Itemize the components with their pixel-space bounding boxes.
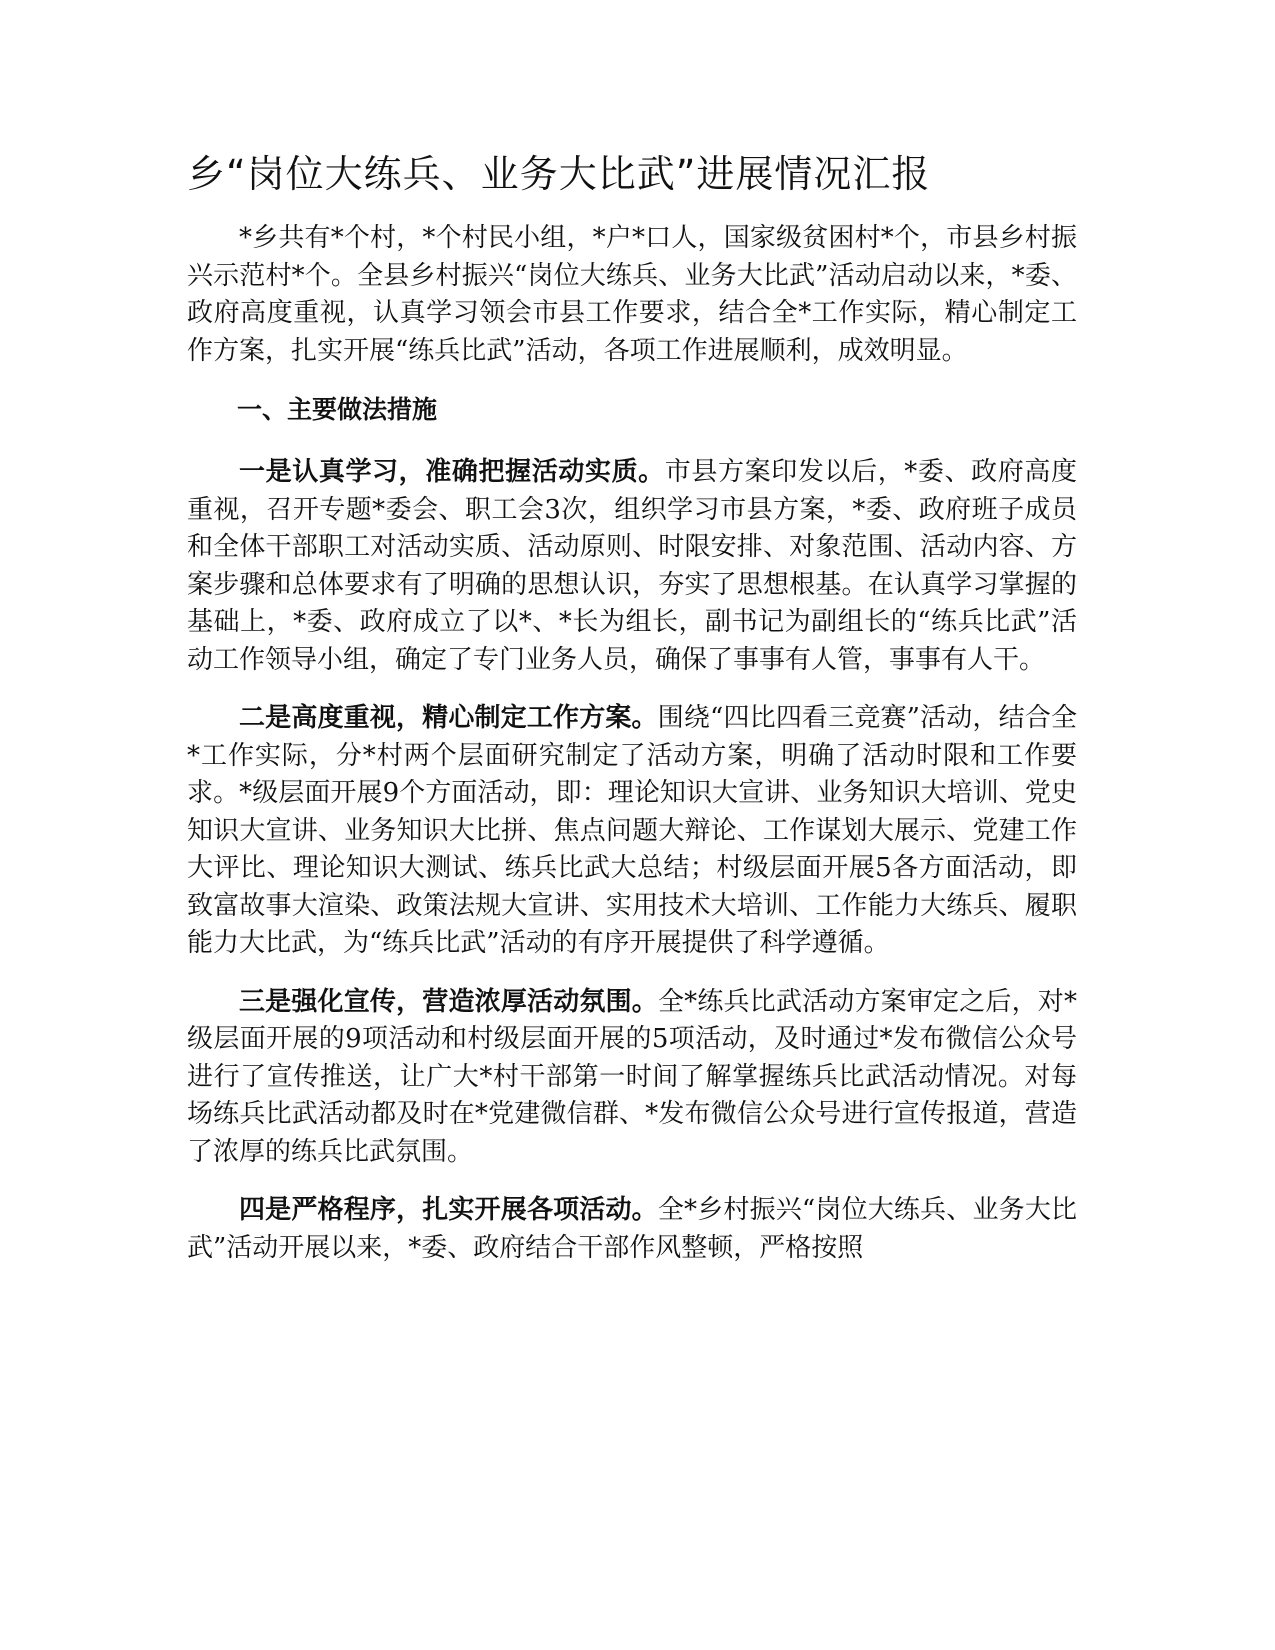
measure-lead-3: 三是强化宣传，营造浓厚活动氛围。 (239, 986, 658, 1017)
measure-body-2: 围绕“四比四看三竞赛”活动，结合全*工作实际，分*村两个层面研究制定了活动方案，明确了活动时限和工作要求。*级层面开展9个方面活动，即：理论知识大宣讲、业务知识大培训、党史知识大宣讲、业务知识大比拼、焦点问题大辩论、工作谋划大展示、党建工作大评比、理论知识大测试、练兵比武大总结；村级层面开展5各方面活动，即致富故事大渲染、政策法规大宣讲、实用技术大培训、工作能力大练兵、履职能力大比武，为“练兵比武”活动的有序开展提供了科学遵循。 (187, 703, 1077, 958)
measure-lead-2: 二是高度重视，精心制定工作方案。 (239, 703, 658, 733)
measure-body-4: 全*乡村振兴“岗位大练兵、业务大比武”活动开展以来，*委、政府结合干部作风整顿，严格按照 (187, 1195, 1077, 1263)
measure-body-1: 市县方案印发以后，*委、政府高度重视，召开专题*委会、职工会3次，组织学习市县方案，*委、政府班子成员和全体干部职工对活动实质、活动原则、时限安排、对象范围、活动内容、方案步骤和总体要求有了明确的思想认识，夯实了思想根基。在认真学习掌握的基础上，*委、政府成立了以*、*长为组长，副书记为副组长的“练兵比武”活动工作领导小组，确定了专门业务人员，确保了事事有人管，事事有人干。 (187, 457, 1077, 675)
intro-paragraph: *乡共有*个村，*个村民小组，*户*口人，国家级贫困村*个，市县乡村振兴示范村*个。全县乡村振兴“岗位大练兵、业务大比武”活动启动以来，*委、政府高度重视，认真学习领会市县工作要求，结合全*工作实际，精心制定工作方案，扎实开展“练兵比武”活动，各项工作进展顺利，成效明显。 (187, 223, 1077, 366)
measure-paragraph-3 (187, 984, 1077, 1172)
section-heading-main-measures: 一、主要做法措施 (237, 395, 438, 424)
measure-lead-1: 一是认真学习，准确把握活动实质。 (239, 457, 665, 487)
measure-lead-4: 四是严格程序，扎实开展各项活动。 (239, 1195, 658, 1225)
measure-body-3: 全*练兵比武活动方案审定之后，对*级层面开展的9项活动和村级层面开展的5项活动，及时通过*发布微信公众号进行了宣传推送，让广大*村干部第一时间了解掌握练兵比武活动情况。对每场练兵比武活动都及时在*党建微信群、*发布微信公众号进行宣传报道，营造了浓厚的练兵比武氛围。 (187, 986, 1077, 1167)
document-title: 乡“岗位大练兵、业务大比武”进展情况汇报 (187, 152, 931, 196)
measure-paragraph-2 (187, 700, 1077, 963)
measure-paragraph-1 (187, 454, 1077, 679)
measure-paragraph-4 (187, 1192, 1077, 1267)
document-body (187, 146, 1077, 1267)
